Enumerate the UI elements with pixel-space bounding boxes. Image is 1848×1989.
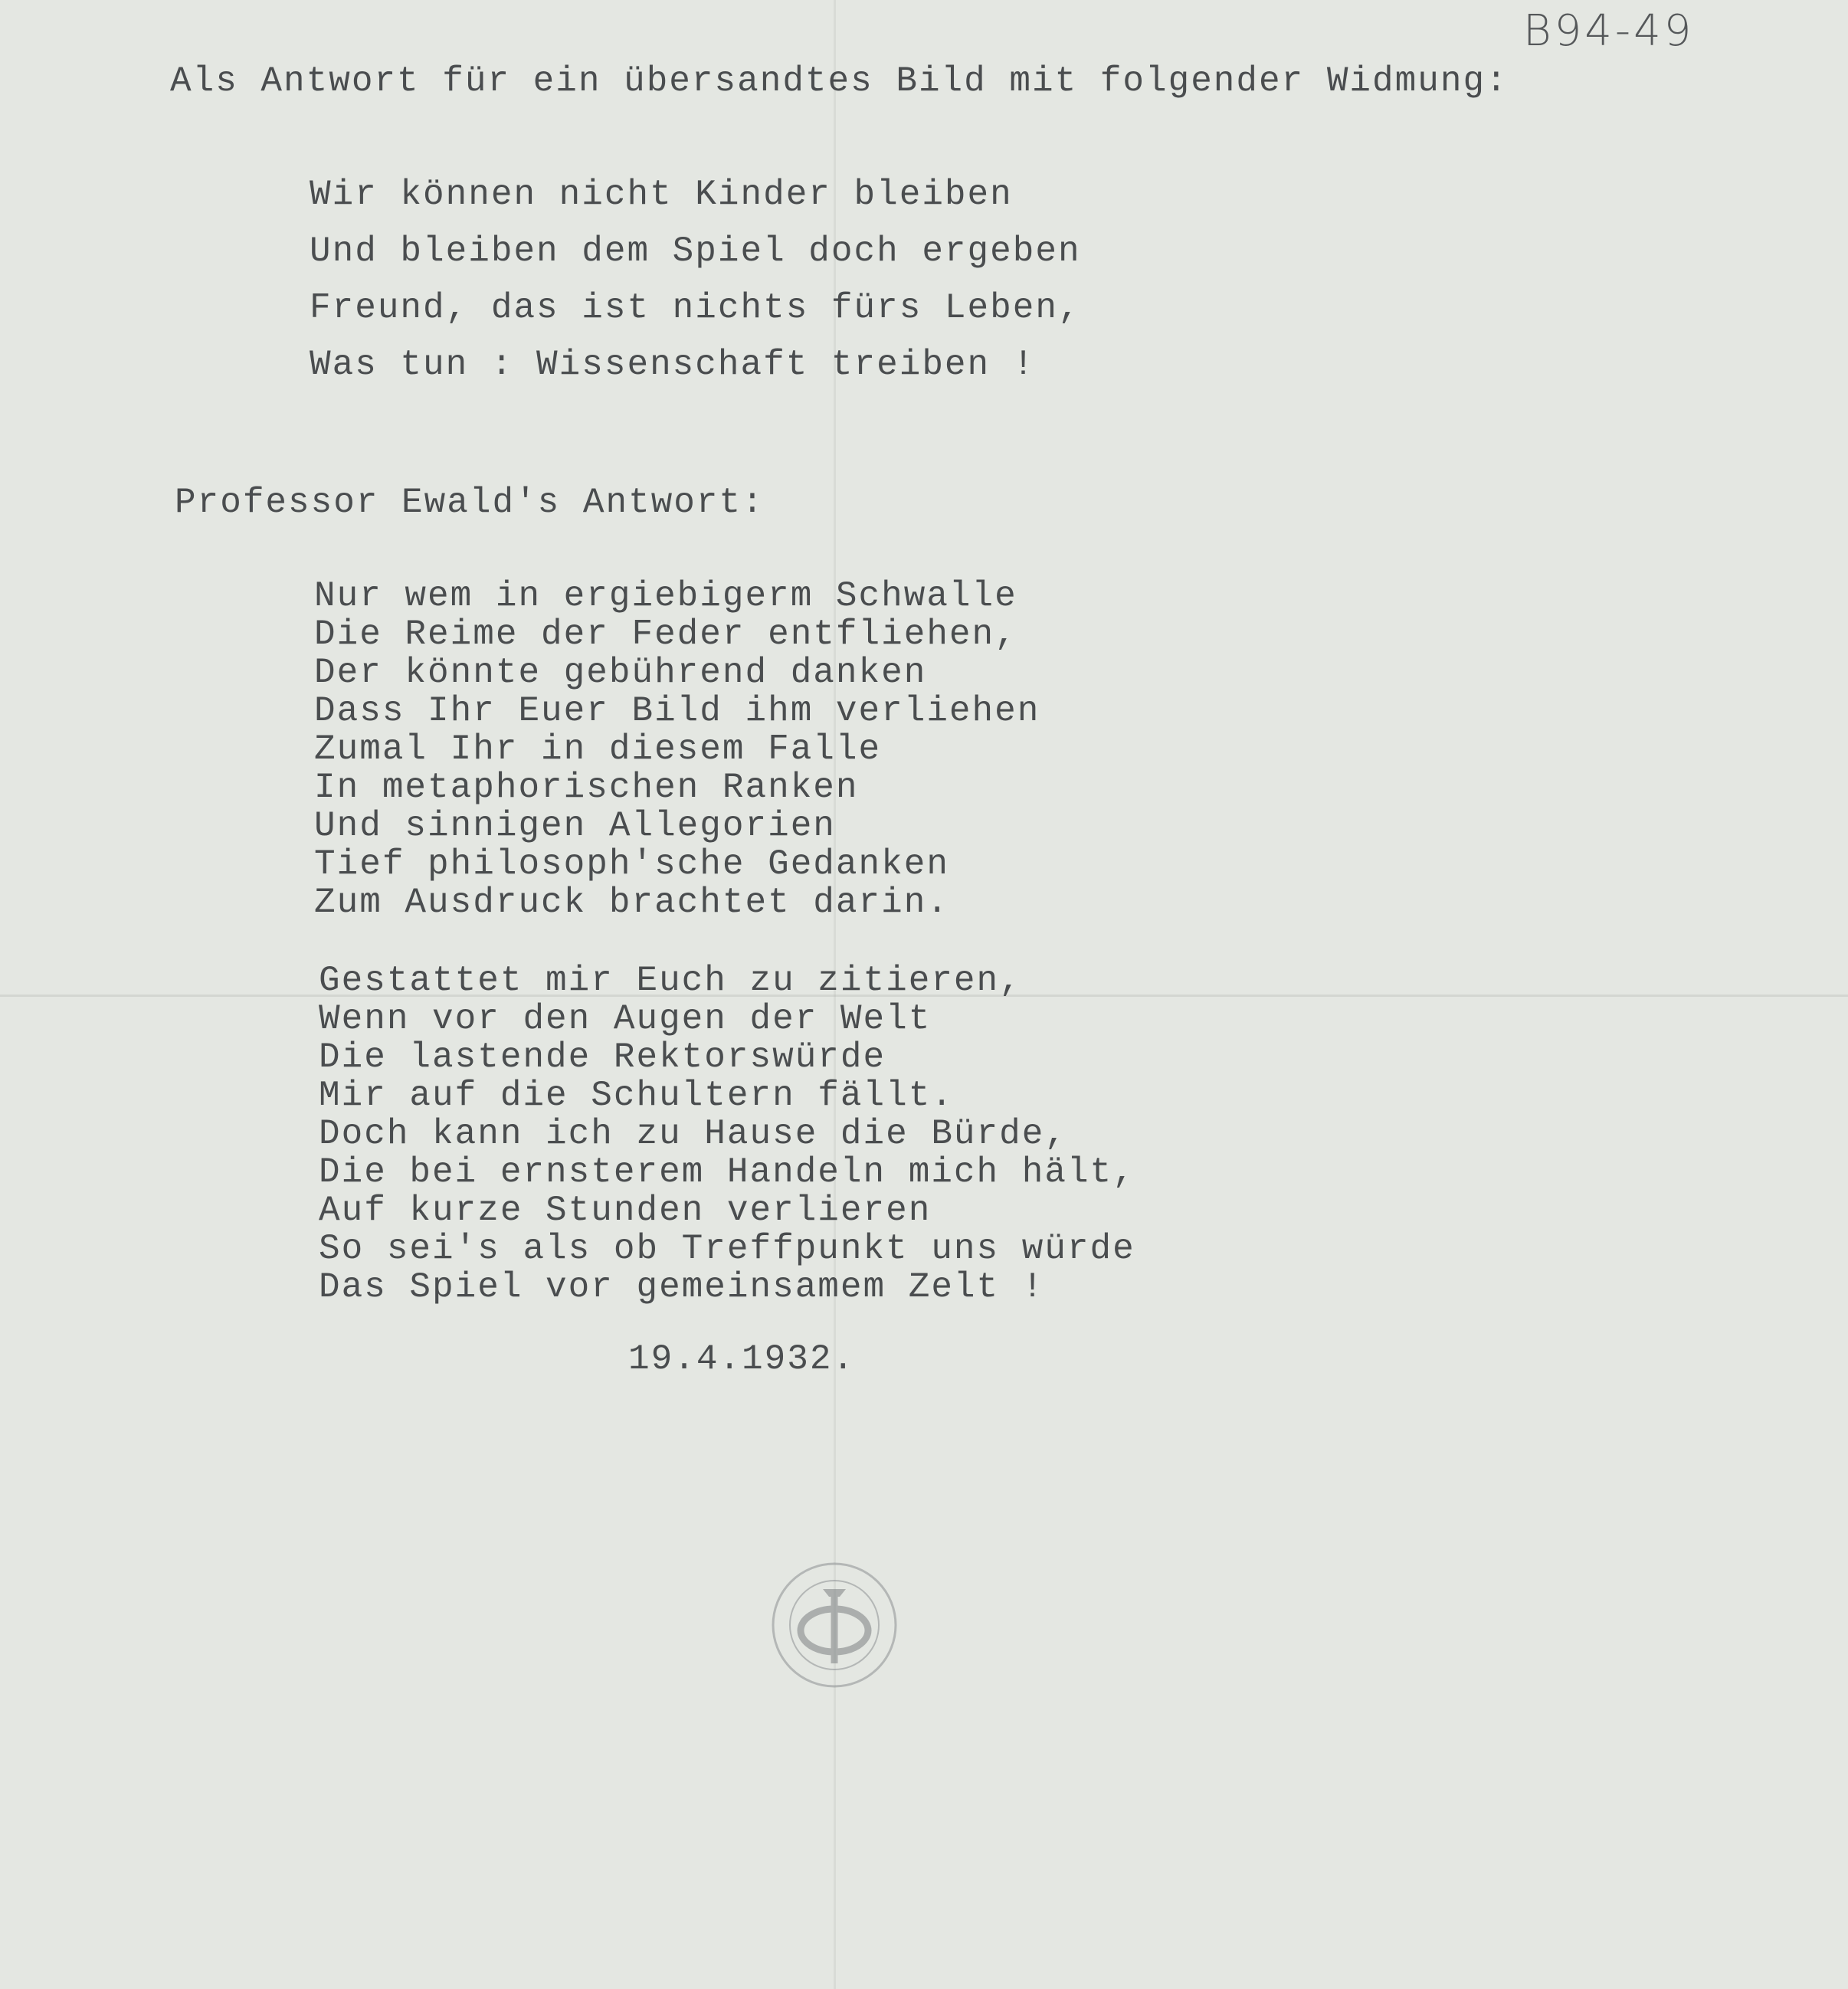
reply-line: Gestattet mir Euch zu zitieren,	[319, 961, 1022, 1001]
intro-heading: Als Antwort für ein übersandtes Bild mit folgender Widmung:	[170, 61, 1509, 101]
reply-line: Die lastende Rektorswürde	[319, 1037, 886, 1077]
reply-line: Dass Ihr Euer Bild ihm verliehen	[314, 691, 1040, 731]
dedication-line: Und bleiben dem Spiel doch ergeben	[310, 231, 1081, 271]
reply-line: Doch kann ich zu Hause die Bürde,	[319, 1114, 1067, 1154]
reply-line: Zum Ausdruck brachtet darin.	[314, 883, 949, 922]
reply-line: Die Reime der Feder entfliehen,	[314, 614, 1017, 654]
dedication-line: Wir können nicht Kinder bleiben	[310, 175, 1013, 215]
reply-line: Der könnte gebührend danken	[314, 653, 927, 693]
reply-line: Auf kurze Stunden verlieren	[319, 1191, 932, 1230]
reply-heading: Professor Ewald's Antwort:	[175, 483, 765, 523]
reply-line: Wenn vor den Augen der Welt	[319, 999, 932, 1039]
dedication-line: Freund, das ist nichts fürs Leben,	[310, 288, 1081, 328]
reply-line: Und sinnigen Allegorien	[314, 806, 836, 846]
reply-line: Das Spiel vor gemeinsamem Zelt !	[319, 1267, 1045, 1307]
letter-date: 19.4.1932.	[628, 1339, 856, 1379]
reply-line: So sei's als ob Treffpunkt uns würde	[319, 1229, 1135, 1269]
dedication-line: Was tun : Wissenschaft treiben !	[310, 345, 1036, 385]
reply-line: Mir auf die Schultern fällt.	[319, 1076, 954, 1116]
reply-line: Zumal Ihr in diesem Falle	[314, 729, 882, 769]
reply-line: Die bei ernsterem Handeln mich hält,	[319, 1152, 1135, 1192]
reply-line: In metaphorischen Ranken	[314, 768, 859, 808]
library-stamp-icon	[769, 1560, 899, 1690]
reply-line: Nur wem in ergiebigerm Schwalle	[314, 576, 1017, 616]
shelfmark: B94-49	[1523, 6, 1695, 56]
reply-line: Tief philosoph'sche Gedanken	[314, 844, 949, 884]
